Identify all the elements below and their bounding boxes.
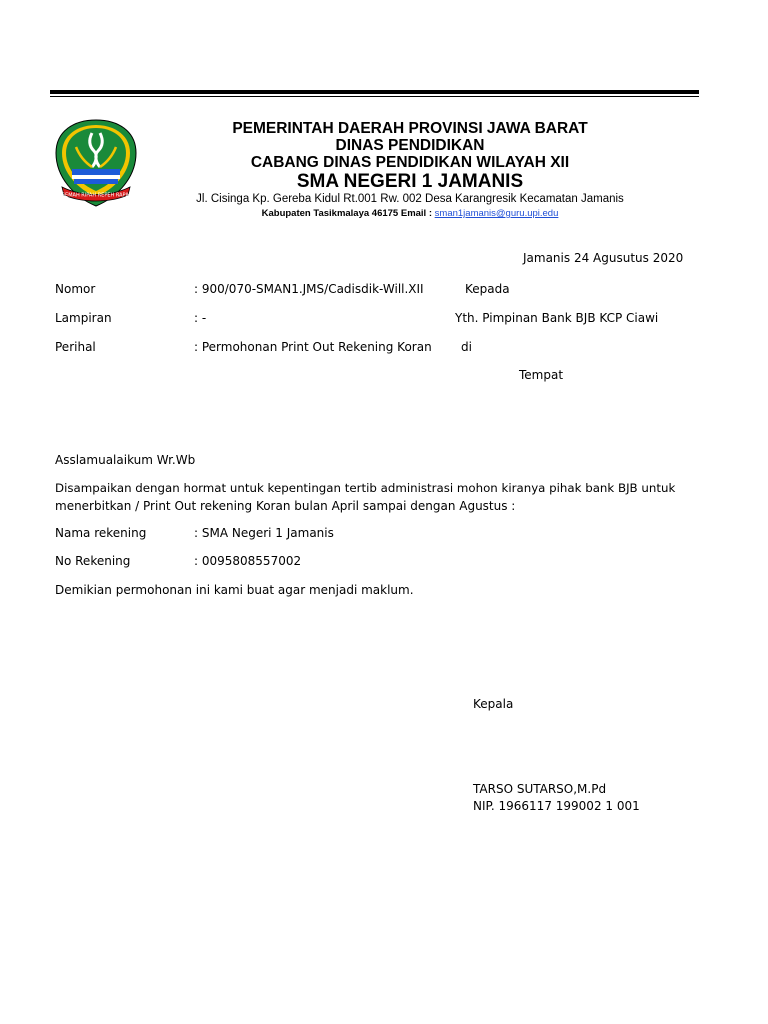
letterhead-contact [140, 208, 680, 219]
perihal-label: Perihal [55, 340, 96, 354]
closing-sentence: Demikian permohonan ini kami buat agar menjadi maklum. [55, 583, 414, 597]
account-name-value: : SMA Negeri 1 Jamanis [194, 526, 334, 540]
header-rule-thin [50, 96, 699, 97]
letterhead-school-name: SMA NEGERI 1 JAMANIS [296, 171, 524, 192]
letterhead-branch: CABANG DINAS PENDIDIKAN WILAYAH XII [250, 154, 570, 171]
signatory-name: TARSO SUTARSO,M.Pd [473, 782, 607, 796]
recipient-yth: Yth. Pimpinan Bank BJB KCP Ciawi [455, 311, 659, 325]
body-paragraph-line-2: menerbitkan / Print Out rekening Koran bulan April sampai dengan Agustus : [55, 499, 516, 513]
recipient-di: di [461, 340, 472, 354]
email-link[interactable]: sman1jamanis@guru.upi.edu [434, 208, 559, 219]
nomor-value: : 900/070-SMAN1.JMS/Cadisdik-Will.XII [194, 282, 424, 296]
account-number-value: : 0095808557002 [194, 554, 302, 568]
lampiran-label: Lampiran [55, 311, 112, 325]
perihal-value: : Permohonan Print Out Rekening Koran [194, 340, 432, 354]
letterhead-address: Jl. Cisinga Kp. Gereba Kidul Rt.001 Rw. 002 Desa Karangresik Kecamatan Jamanis [196, 193, 624, 205]
letterhead-agency: DINAS PENDIDIKAN [335, 137, 485, 154]
letterhead-city: Kabupaten Tasikmalaya 46175 Email : [261, 208, 433, 219]
signatory-nip: NIP. 1966117 199002 1 001 [473, 799, 640, 813]
signature-title: Kepala [473, 697, 514, 711]
recipient-tempat: Tempat [519, 368, 564, 382]
lampiran-value: : - [194, 311, 207, 325]
header-rule-thick [50, 90, 699, 94]
letter-date: Jamanis 24 Agusutus 2020 [523, 251, 684, 265]
account-name-label: Nama rekening [55, 526, 147, 540]
greeting: Asslamualaikum Wr.Wb [55, 453, 196, 467]
west-java-emblem-icon [52, 117, 140, 209]
recipient-kepada: Kepada [465, 282, 510, 296]
svg-text:GEMAH RIPAH REPEH RAPIH: GEMAH RIPAH REPEH RAPIH [61, 192, 131, 199]
nomor-label: Nomor [55, 282, 96, 296]
body-paragraph-line-1: Disampaikan dengan hormat untuk kepentingan tertib administrasi mohon kiranya pihak bank BJB untuk [55, 481, 676, 495]
account-number-label: No Rekening [55, 554, 131, 568]
letterhead-government: PEMERINTAH DAERAH PROVINSI JAWA BARAT [232, 120, 588, 137]
